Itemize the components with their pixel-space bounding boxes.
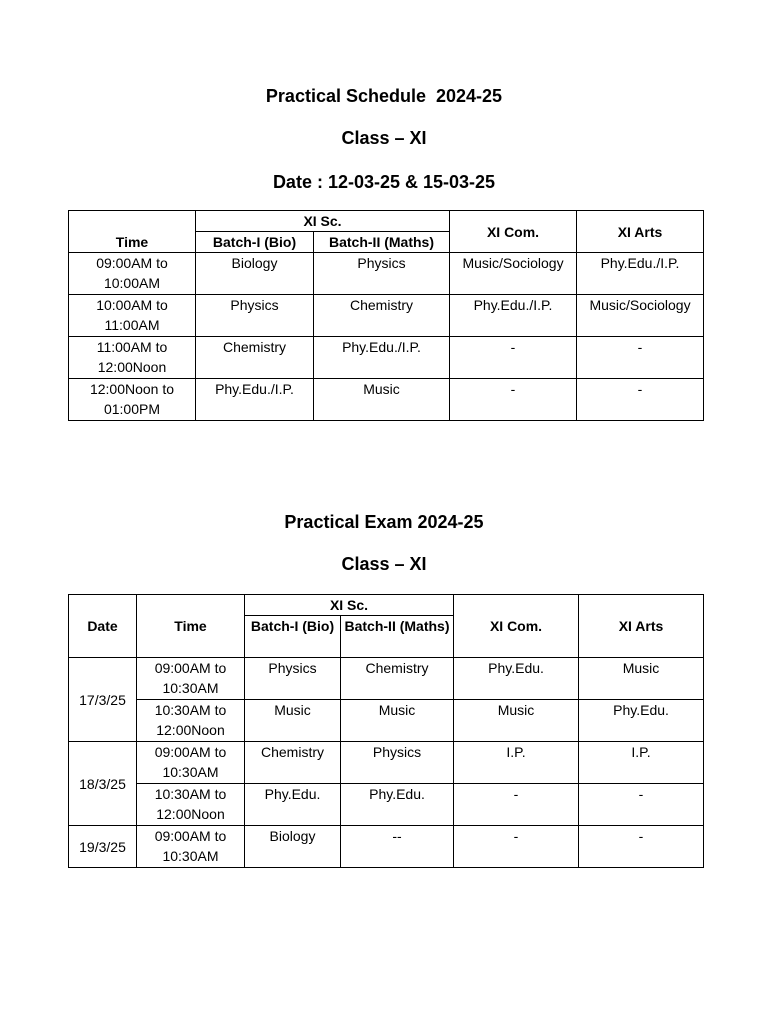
schedule-com-cell: - bbox=[450, 337, 577, 379]
exam-date-cell: 18/3/25 bbox=[69, 742, 137, 826]
exam-batch2-cell: Physics bbox=[341, 742, 454, 784]
schedule-arts-cell: Music/Sociology bbox=[577, 295, 704, 337]
exam-arts-cell: I.P. bbox=[579, 742, 704, 784]
exam-header-batch2: Batch-II (Maths) bbox=[341, 616, 454, 658]
schedule-row bbox=[69, 295, 704, 337]
exam-header-batch1: Batch-I (Bio) bbox=[245, 616, 341, 658]
exam-batch1-cell: Phy.Edu. bbox=[245, 784, 341, 826]
exam-com-cell: - bbox=[454, 826, 579, 868]
exam-batch2-cell: -- bbox=[341, 826, 454, 868]
exam-batch1-cell: Chemistry bbox=[245, 742, 341, 784]
schedule-arts-cell: - bbox=[577, 379, 704, 421]
exam-batch1-cell: Physics bbox=[245, 658, 341, 700]
schedule-header-sc-group: XI Sc. bbox=[196, 211, 450, 232]
schedule-header-com: XI Com. bbox=[450, 211, 577, 253]
exam-header-row bbox=[69, 595, 704, 616]
schedule-row bbox=[69, 337, 704, 379]
exam-batch2-cell: Music bbox=[341, 700, 454, 742]
schedule-header-batch2: Batch-II (Maths) bbox=[314, 232, 450, 253]
exam-row bbox=[69, 700, 704, 742]
exam-time-cell: 10:30AM to 12:00Noon bbox=[137, 784, 245, 826]
schedule-header-row bbox=[69, 211, 704, 232]
exam-arts-cell: Phy.Edu. bbox=[579, 700, 704, 742]
schedule-row bbox=[69, 253, 704, 295]
schedule-batch1-cell: Biology bbox=[196, 253, 314, 295]
exam-com-cell: I.P. bbox=[454, 742, 579, 784]
schedule-table bbox=[68, 210, 704, 421]
exam-com-cell: Phy.Edu. bbox=[454, 658, 579, 700]
schedule-batch2-cell: Phy.Edu./I.P. bbox=[314, 337, 450, 379]
exam-batch2-cell: Chemistry bbox=[341, 658, 454, 700]
exam-com-cell: - bbox=[454, 784, 579, 826]
exam-time-cell: 10:30AM to 12:00Noon bbox=[137, 700, 245, 742]
exam-time-cell: 09:00AM to 10:30AM bbox=[137, 658, 245, 700]
exam-date-cell: 17/3/25 bbox=[69, 658, 137, 742]
exam-table bbox=[68, 594, 704, 868]
schedule-title: Practical Schedule 2024-25 bbox=[265, 86, 503, 106]
exam-header-arts: XI Arts bbox=[579, 595, 704, 658]
exam-title: Practical Exam 2024-25 bbox=[284, 512, 484, 532]
schedule-batch1-cell: Chemistry bbox=[196, 337, 314, 379]
exam-header-time: Time bbox=[137, 595, 245, 658]
schedule-header-arts: XI Arts bbox=[577, 211, 704, 253]
schedule-com-cell: - bbox=[450, 379, 577, 421]
exam-arts-cell: Music bbox=[579, 658, 704, 700]
schedule-arts-cell: - bbox=[577, 337, 704, 379]
schedule-batch2-cell: Physics bbox=[314, 253, 450, 295]
exam-header-sc-group: XI Sc. bbox=[245, 595, 454, 616]
exam-arts-cell: - bbox=[579, 826, 704, 868]
exam-row bbox=[69, 826, 704, 868]
exam-date-cell: 19/3/25 bbox=[69, 826, 137, 868]
exam-time-cell: 09:00AM to 10:30AM bbox=[137, 742, 245, 784]
schedule-batch2-cell: Music bbox=[314, 379, 450, 421]
exam-class-label: Class – XI bbox=[341, 554, 427, 574]
schedule-time-cell: 10:00AM to 11:00AM bbox=[69, 295, 196, 337]
exam-row bbox=[69, 658, 704, 700]
schedule-com-cell: Music/Sociology bbox=[450, 253, 577, 295]
exam-header-date: Date bbox=[69, 595, 137, 658]
exam-arts-cell: - bbox=[579, 784, 704, 826]
schedule-com-cell: Phy.Edu./I.P. bbox=[450, 295, 577, 337]
schedule-arts-cell: Phy.Edu./I.P. bbox=[577, 253, 704, 295]
exam-batch2-cell: Phy.Edu. bbox=[341, 784, 454, 826]
exam-batch1-cell: Biology bbox=[245, 826, 341, 868]
exam-header-com: XI Com. bbox=[454, 595, 579, 658]
exam-time-cell: 09:00AM to 10:30AM bbox=[137, 826, 245, 868]
exam-row bbox=[69, 784, 704, 826]
schedule-time-cell: 12:00Noon to 01:00PM bbox=[69, 379, 196, 421]
schedule-class-label: Class – XI bbox=[341, 128, 427, 148]
schedule-header-time: Time bbox=[69, 211, 196, 253]
schedule-row bbox=[69, 379, 704, 421]
exam-batch1-cell: Music bbox=[245, 700, 341, 742]
schedule-batch2-cell: Chemistry bbox=[314, 295, 450, 337]
schedule-batch1-cell: Phy.Edu./I.P. bbox=[196, 379, 314, 421]
exam-com-cell: Music bbox=[454, 700, 579, 742]
schedule-time-cell: 09:00AM to 10:00AM bbox=[69, 253, 196, 295]
schedule-header-batch1: Batch-I (Bio) bbox=[196, 232, 314, 253]
schedule-date-label: Date : 12-03-25 & 15-03-25 bbox=[272, 172, 496, 192]
schedule-batch1-cell: Physics bbox=[196, 295, 314, 337]
schedule-time-cell: 11:00AM to 12:00Noon bbox=[69, 337, 196, 379]
exam-row bbox=[69, 742, 704, 784]
